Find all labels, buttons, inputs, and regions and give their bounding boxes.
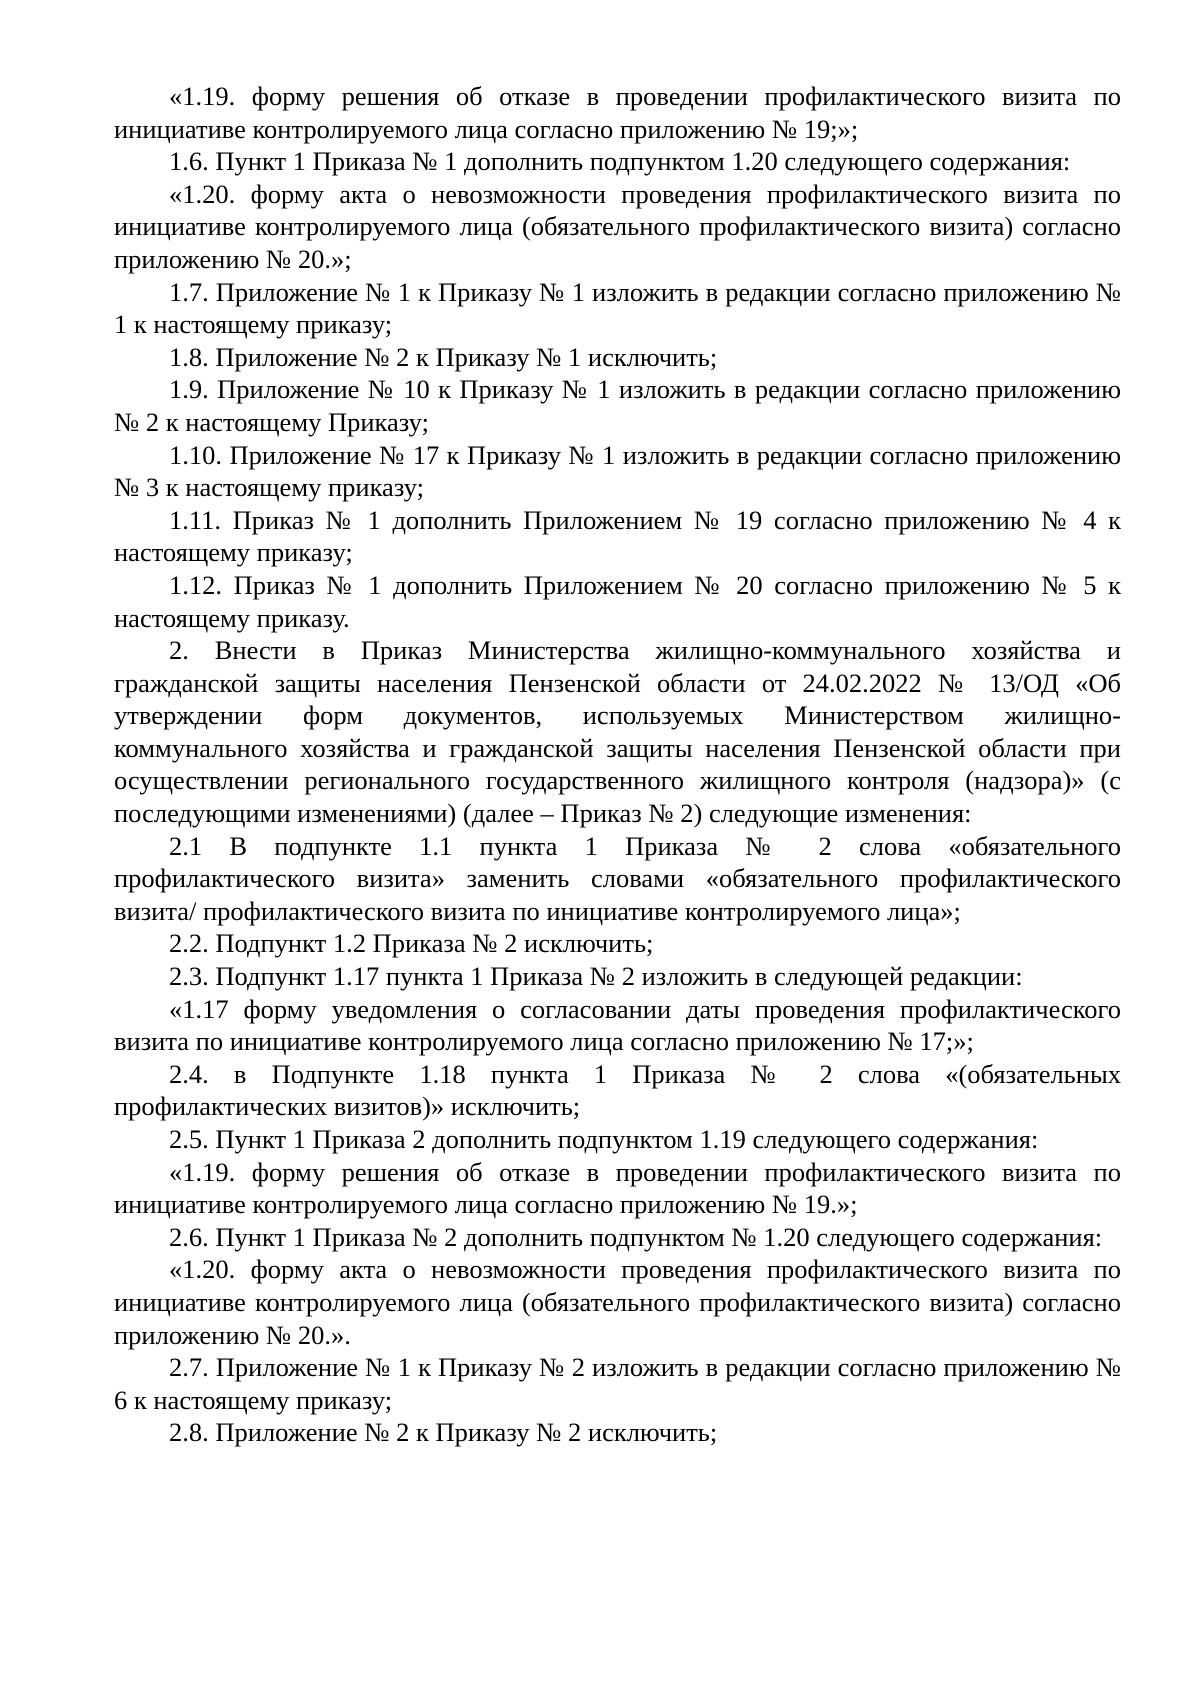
document-page	[114, 80, 1121, 1449]
paragraph-2-5: 2.5. Пункт 1 Приказа 2 дополнить подпунктом 1.19 следующего содержания:	[169, 1124, 1039, 1154]
paragraph-2-3: 2.3. Подпункт 1.17 пункта 1 Приказа № 2 изложить в следующей редакции:	[169, 961, 1023, 992]
paragraph-2-4: 2.4. в Подпункте 1.18 пункта 1 Приказа № 2 слова «(обязательных профилактических визитов)» исключить;	[114, 1058, 1121, 1122]
paragraph-1-6: 1.6. Пункт 1 Приказа № 1 дополнить подпунктом 1.20 следующего содержания:	[169, 146, 1071, 177]
paragraph-1-12: 1.12. Приказ № 1 дополнить Приложением № 20 согласно приложению № 5 к настоящему приказу.	[114, 569, 1121, 633]
paragraph-1-7: 1.7. Приложение № 1 к Приказу № 1 изложить в редакции согласно приложению № 1 к настоящему приказу;	[114, 276, 1121, 340]
paragraph-2-6: 2.6. Пункт 1 Приказа № 2 дополнить подпунктом № 1.20 следующего содержания:	[169, 1221, 1103, 1252]
paragraph-1-20-act-form-2: «1.20. форму акта о невозможности проведения профилактического визита по инициативе контролируемого лица (обязательного профилактического визита) согласно приложению № 20.».	[114, 1254, 1121, 1350]
paragraph-2: 2. Внести в Приказ Министерства жилищно-коммунального хозяйства и гражданской защиты населения Пензенской области от 24.02.2022 № 13/ОД «Об утверждении форм документов, используемых Министерством жилищно-коммунального хозяйства и гражданской защиты населения Пензенской области при осуществлении регионального государственного жилищного контроля (надзора)» (с последующими изменениями) (далее – Приказ № 2) следующие изменения:	[114, 635, 1121, 829]
paragraph-1-17-notice-form: «1.17 форму уведомления о согласовании даты проведения профилактического визита по инициативе контролируемого лица согласно приложению № 17;»;	[114, 993, 1121, 1057]
paragraph-1-11: 1.11. Приказ № 1 дополнить Приложением № 19 согласно приложению № 4 к настоящему приказу;	[114, 504, 1121, 568]
paragraph-1-19-decision-form-2: «1.19. форму решения об отказе в проведении профилактического визита по инициативе контролируемого лица согласно приложению № 19.»;	[114, 1156, 1121, 1220]
paragraph-1-20-act-form: «1.20. форму акта о невозможности проведения профилактического визита по инициативе контролируемого лица (обязательного профилактического визита) согласно приложению № 20.»;	[114, 178, 1121, 274]
paragraph-2-1: 2.1 В подпункте 1.1 пункта 1 Приказа № 2 слова «обязательного профилактического визита» заменить словами «обязательного профилактического визита/ профилактического визита по инициативе контролируемого лица»;	[114, 830, 1121, 926]
paragraph-1-8: 1.8. Приложение № 2 к Приказу № 1 исключить;	[169, 341, 718, 372]
paragraph-1-19-decision-form: «1.19. форму решения об отказе в проведении профилактического визита по инициативе контролируемого лица согласно приложению № 19;»;	[114, 81, 1121, 144]
paragraph-1-9: 1.9. Приложение № 10 к Приказу № 1 изложить в редакции согласно приложению № 2 к настоящему Приказу;	[114, 374, 1121, 437]
paragraph-2-8: 2.8. Приложение № 2 к Приказу № 2 исключить;	[169, 1417, 718, 1448]
paragraph-2-7: 2.7. Приложение № 1 к Приказу № 2 изложить в редакции согласно приложению № 6 к настоящему приказу;	[114, 1352, 1121, 1415]
paragraph-2-2: 2.2. Подпункт 1.2 Приказа № 2 исключить;	[169, 928, 654, 959]
paragraph-1-10: 1.10. Приложение № 17 к Приказу № 1 изложить в редакции согласно приложению № 3 к настоящему приказу;	[114, 439, 1121, 503]
